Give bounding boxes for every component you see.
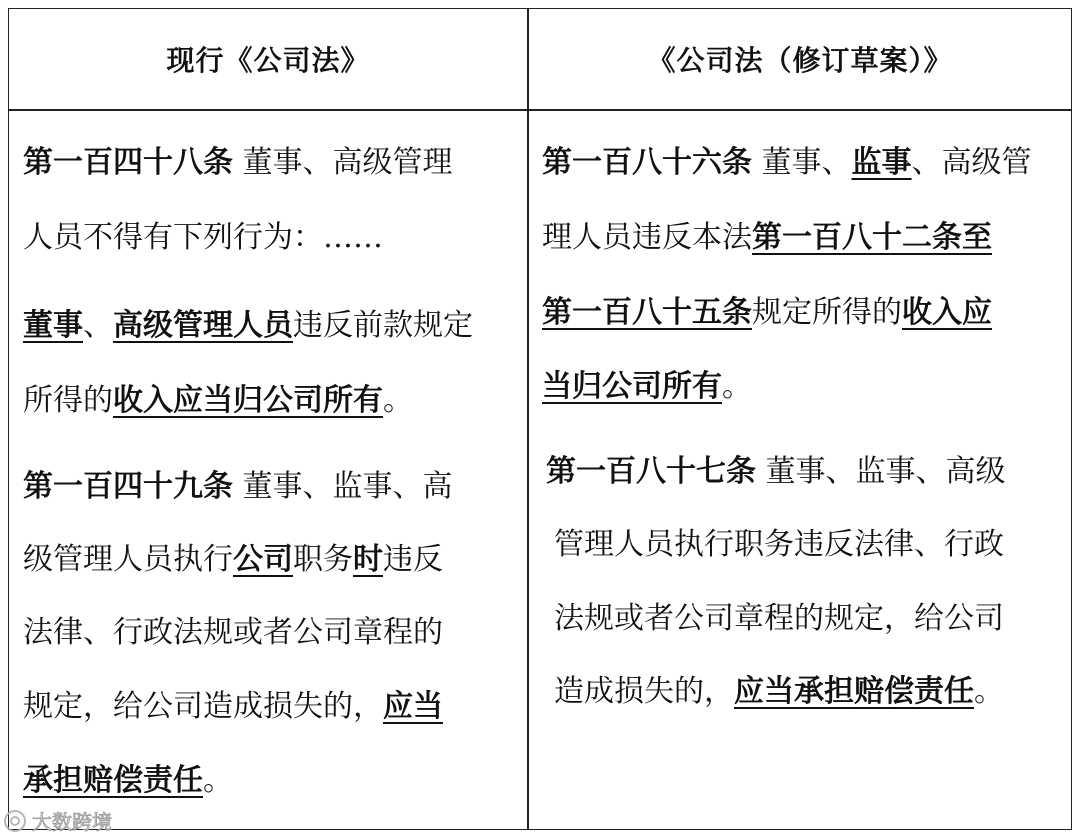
text: 董事、高级管理: [233, 145, 453, 180]
text: 理人员违反本法: [542, 220, 752, 255]
text: 法规或者公司章程的规定，给公司: [554, 601, 1004, 636]
logo-icon: [4, 810, 26, 832]
text: 人员不得有下列行为：……: [23, 220, 383, 255]
left-article-149-line-2: [23, 540, 443, 580]
text: 规定所得的: [752, 295, 902, 330]
underlined-text: 高级管理人员: [113, 308, 293, 343]
text: 。: [383, 383, 413, 418]
right-article-186-line-3: [542, 293, 992, 333]
underlined-text: 监事: [851, 145, 912, 180]
underlined-text: 收入应当归公司所有: [113, 383, 383, 418]
underlined-text: 收入应: [902, 295, 992, 330]
left-article-149-line-3: [23, 613, 443, 653]
header-divider: [9, 109, 1071, 111]
text: 董事、: [752, 145, 852, 180]
column-divider: [527, 9, 529, 829]
right-article-187-line-1: [546, 452, 1006, 492]
underlined-text: 应当: [383, 689, 443, 724]
text: 所得的: [23, 383, 113, 418]
text: 。: [722, 369, 752, 404]
underlined-text: 第一百八十五条: [542, 295, 752, 330]
right-article-186-line-4: [542, 367, 752, 407]
underlined-text: 第一百八十二条至: [752, 220, 992, 255]
article-number: 第一百八十六条: [542, 145, 752, 180]
text: 管理人员执行职务违反法律、行政: [554, 527, 1004, 562]
article-number: 第一百八十七条: [546, 454, 756, 489]
header-current-law: 现行《公司法》: [166, 44, 370, 77]
text: 。: [203, 763, 233, 798]
watermark: [4, 806, 112, 835]
left-article-149-line-4: [23, 687, 443, 727]
left-article-148-line-4: [23, 381, 413, 421]
text: 、: [83, 308, 113, 343]
underlined-text: 董事: [23, 308, 83, 343]
right-article-186-line-2: [542, 218, 992, 258]
text: 级管理人员执行: [23, 542, 233, 577]
text: 董事、监事、高级: [756, 454, 1006, 489]
left-article-149-line-5: [23, 761, 233, 801]
underlined-text: 时: [353, 542, 383, 577]
underlined-text: 当归公司所有: [542, 369, 722, 404]
text: 造成损失的，: [554, 674, 734, 709]
text: 职务: [293, 542, 353, 577]
right-article-186-line-1: [542, 143, 1032, 183]
right-article-187-line-2: [554, 525, 1004, 565]
underlined-text: 公司: [233, 542, 293, 577]
underlined-text: 应当承担赔偿责任: [734, 674, 974, 709]
text: 违反前款规定: [293, 308, 473, 343]
article-number: 第一百四十八条: [23, 145, 233, 180]
right-article-187-line-4: [554, 672, 1004, 712]
text: 规定，给公司造成损失的，: [23, 689, 383, 724]
left-article-148-line-2: [23, 218, 383, 258]
text: 、高级管: [911, 145, 1032, 180]
left-article-148-line-3: [23, 306, 473, 346]
underlined-text: 承担赔偿责任: [23, 763, 203, 798]
text: 法律、行政法规或者公司章程的: [23, 615, 443, 650]
text: 违反: [383, 542, 443, 577]
watermark-text: 大数跨境: [32, 810, 112, 834]
left-article-149-line-1: [23, 467, 453, 507]
text: 。: [974, 674, 1004, 709]
comparison-table: [8, 8, 1072, 830]
article-number: 第一百四十九条: [23, 469, 233, 504]
right-article-187-line-3: [554, 599, 1004, 639]
header-draft-law: 《公司法（修订草案）》: [647, 44, 953, 77]
text: 董事、监事、高: [233, 469, 453, 504]
left-article-148-line-1: [23, 143, 453, 183]
